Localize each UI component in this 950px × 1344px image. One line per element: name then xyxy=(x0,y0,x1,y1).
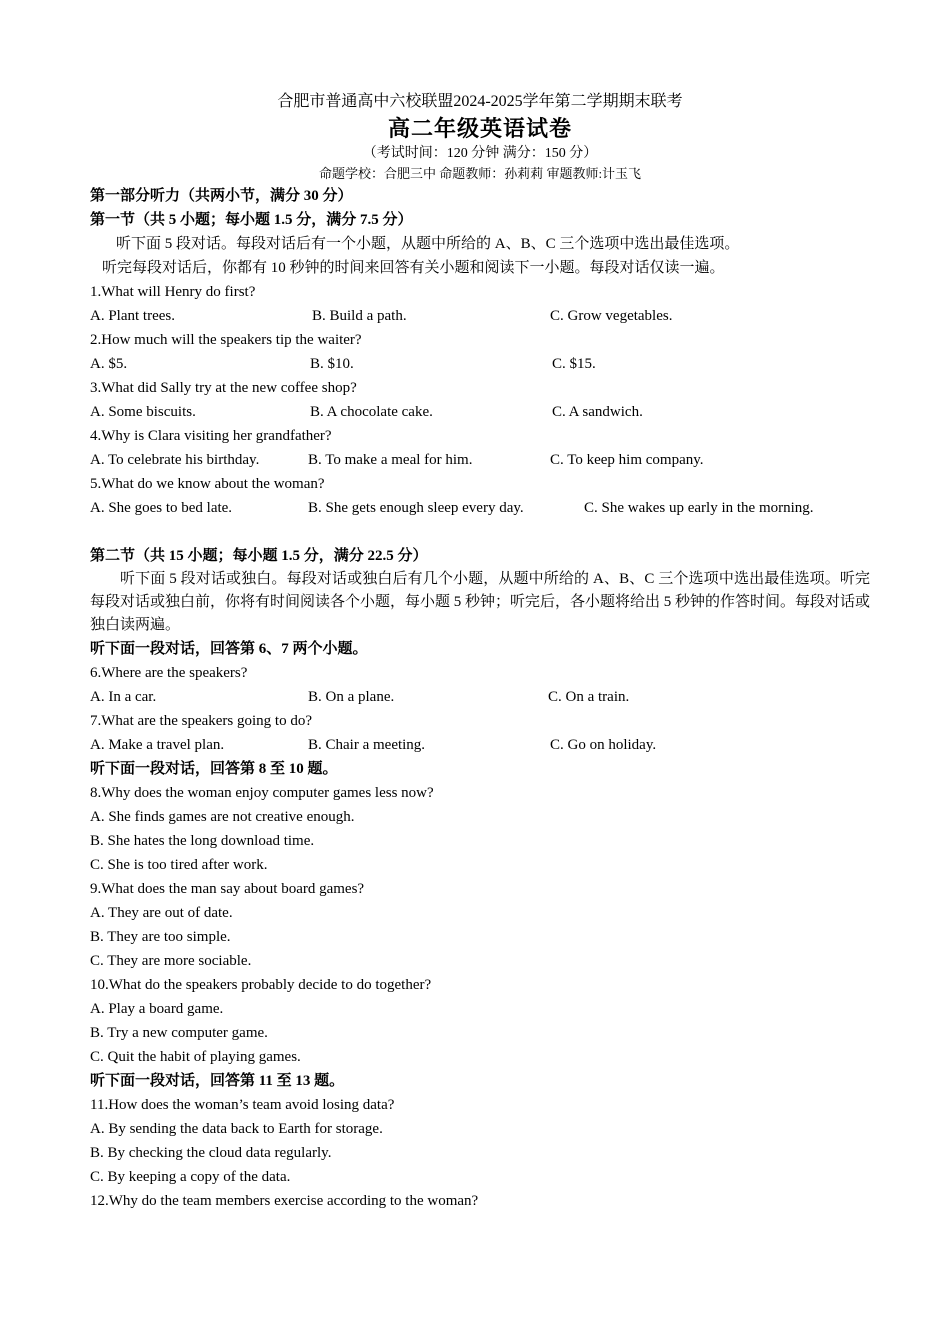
option-c: C. Quit the habit of playing games. xyxy=(90,1049,301,1065)
exam-union-title: 合肥市普通高中六校联盟2024-2025学年第二学期期末联考 xyxy=(277,93,683,110)
section1-instruction-2: 听完每段对话后，你都有 10 秒钟的时间来回答有关小题和阅读下一小题。每段对话仅读一遍。 xyxy=(102,260,725,276)
option-a: A. Plant trees. xyxy=(90,308,175,324)
question-options xyxy=(90,448,870,472)
question-options xyxy=(90,304,870,328)
option-b: B. Try a new computer game. xyxy=(90,1025,268,1041)
option-a: A. She finds games are not creative enough. xyxy=(90,809,355,825)
question-stem: 3.What did Sally try at the new coffee shop? xyxy=(90,380,357,396)
part1-title: 第一部分听力（共两小节，满分 30 分） xyxy=(90,188,353,204)
option-c: C. $15. xyxy=(552,356,596,372)
option-b: B. She hates the long download time. xyxy=(90,833,315,849)
option-a: A. She goes to bed late. xyxy=(90,500,233,516)
question-stem: 6.Where are the speakers? xyxy=(90,665,248,681)
option-c: C. She is too tired after work. xyxy=(90,857,268,873)
question-stem: 5.What do we know about the woman? xyxy=(90,476,325,492)
question-stem: 10.What do the speakers probably decide to do together? xyxy=(90,977,432,993)
section1-instruction-1: 听下面 5 段对话。每段对话后有一个小题，从题中所给的 A、B、C 三个选项中选出最佳选项。 xyxy=(116,236,740,252)
exam-title: 高二年级英语试卷 xyxy=(387,116,572,141)
question-stem: 7.What are the speakers going to do? xyxy=(90,713,313,729)
option-c: C. Grow vegetables. xyxy=(550,308,673,324)
option-a: A. By sending the data back to Earth for storage. xyxy=(90,1121,383,1137)
question-stem: 4.Why is Clara visiting her grandfather? xyxy=(90,428,332,444)
option-b: B. To make a meal for him. xyxy=(308,452,473,468)
option-c: C. Go on holiday. xyxy=(550,737,657,753)
option-a: A. They are out of date. xyxy=(90,905,233,921)
question-options xyxy=(90,685,870,709)
section2-title: 第二节（共 15 小题；每小题 1.5 分，满分 22.5 分） xyxy=(90,548,428,564)
exam-setters: 命题学校：合肥三中 命题教师：孙莉莉 审题教师:计玉飞 xyxy=(318,166,642,181)
option-c: C. On a train. xyxy=(548,689,630,705)
question-stem: 1.What will Henry do first? xyxy=(90,284,256,300)
question-stem: 2.How much will the speakers tip the waiter? xyxy=(90,332,362,348)
question-stem: 12.Why do the team members exercise according to the woman? xyxy=(90,1193,479,1209)
option-b: B. Chair a meeting. xyxy=(308,737,426,753)
option-c: C. A sandwich. xyxy=(552,404,643,420)
option-b: B. She gets enough sleep every day. xyxy=(308,500,524,516)
question-stem: 9.What does the man say about board games? xyxy=(90,881,365,897)
subsection-instruction: 听下面一段对话，回答第 11 至 13 题。 xyxy=(90,1073,345,1089)
option-a: A. In a car. xyxy=(90,689,157,705)
subsection-instruction: 听下面一段对话，回答第 6、7 两个小题。 xyxy=(90,641,368,657)
option-b: B. They are too simple. xyxy=(90,929,231,945)
section2-instruction: 听下面 5 段对话或独白。每段对话或独白后有几个小题，从题中所给的 A、B、C 三个选项中选出最佳选项。听完每段对话或独白前，你将有时间阅读各个小题，每小题 5 秒钟；听完后，各小题将给出 5 秒钟的作答时间。每段对话或独白读两遍。 xyxy=(90,571,871,633)
option-b: B. By checking the cloud data regularly. xyxy=(90,1145,332,1161)
section1-title: 第一节（共 5 小题；每小题 1.5 分，满分 7.5 分） xyxy=(90,212,413,228)
option-c: C. To keep him company. xyxy=(550,452,704,468)
question-stem: 8.Why does the woman enjoy computer games less now? xyxy=(90,785,434,801)
question-options xyxy=(90,496,870,520)
option-a: A. Some biscuits. xyxy=(90,404,196,420)
option-b: B. $10. xyxy=(310,356,354,372)
subsection-instruction: 听下面一段对话，回答第 8 至 10 题。 xyxy=(90,761,338,777)
option-a: A. $5. xyxy=(90,356,128,372)
option-c: C. They are more sociable. xyxy=(90,953,252,969)
option-a: A. Play a board game. xyxy=(90,1001,224,1017)
option-a: A. To celebrate his birthday. xyxy=(90,452,260,468)
option-a: A. Make a travel plan. xyxy=(90,737,225,753)
option-c: C. She wakes up early in the morning. xyxy=(584,500,814,516)
question-stem: 11.How does the woman’s team avoid losing data? xyxy=(90,1097,395,1113)
question-options xyxy=(90,352,870,376)
option-b: B. A chocolate cake. xyxy=(310,404,433,420)
question-options xyxy=(90,733,870,757)
option-b: B. Build a path. xyxy=(312,308,407,324)
exam-page xyxy=(90,90,870,1213)
option-b: B. On a plane. xyxy=(308,689,395,705)
exam-info: （考试时间：120 分钟 满分：150 分） xyxy=(362,146,598,161)
option-c: C. By keeping a copy of the data. xyxy=(90,1169,291,1185)
question-options xyxy=(90,400,870,424)
